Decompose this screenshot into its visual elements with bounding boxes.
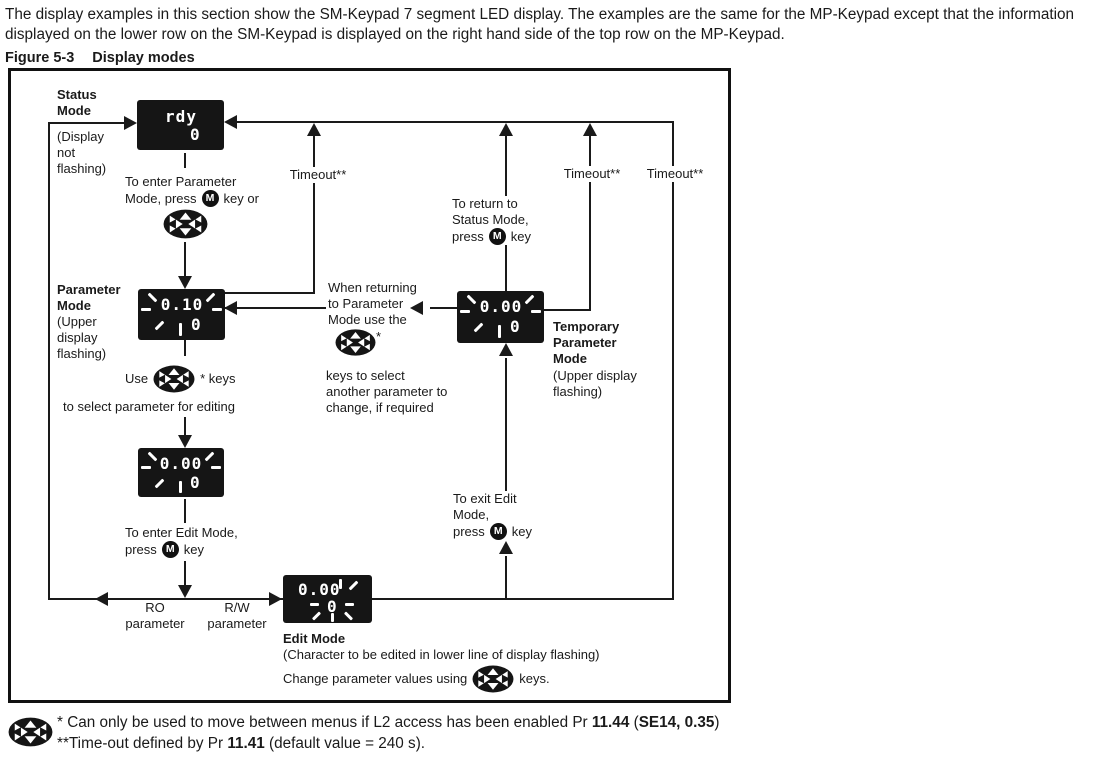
edit-led-display: [283, 575, 372, 623]
status-mode-note: (Display not flashing): [57, 129, 107, 176]
flow-line: [313, 135, 315, 293]
arrowhead: [178, 276, 192, 289]
flow-line: [184, 242, 186, 276]
flow-line: [184, 561, 186, 585]
footnote-1: * Can only be used to move between menus if L2 access has been enabled Pr 11.44 (SE14, 0.35): [57, 714, 720, 731]
arrowhead: [178, 585, 192, 598]
arrowhead: [410, 301, 423, 315]
asterisk: *: [376, 329, 382, 344]
flow-line: [184, 417, 186, 435]
display-modes-diagram: [8, 68, 731, 703]
timeout-label-1: Timeout**: [283, 167, 353, 183]
led-top-row: 0.00: [298, 580, 341, 599]
led-top-row: 0.10: [160, 295, 204, 314]
led-top-row: 0.00: [159, 454, 203, 473]
change-values-label: Change parameter values using keys.: [283, 665, 550, 693]
arrowhead: [95, 592, 108, 606]
temporary-mode-title: Temporary Parameter Mode: [553, 319, 620, 366]
flow-line: [372, 598, 674, 600]
flow-line: [184, 340, 186, 356]
parameter-mode-title: Parameter Mode: [57, 282, 121, 313]
enter-parameter-label: To enter Parameter Mode, press M key or: [125, 174, 259, 206]
intro-paragraph: The display examples in this section show the SM-Keypad 7 segment LED display. The examples are the same for the MP-Keypad except that the information displayed on the lower row on the SM-Keypad is displayed on the right hand side of the top row on the MP-Keypad.: [5, 6, 1075, 43]
arrowhead: [224, 115, 237, 129]
exit-edit-label: To exit Edit Mode, press M key: [451, 491, 557, 540]
figure-caption: [5, 50, 195, 66]
nav-keys-icon: [335, 329, 376, 356]
m-key-icon: M: [490, 523, 507, 540]
flow-line: [48, 122, 50, 600]
edit-mode-note: (Character to be edited in lower line of display flashing): [283, 647, 600, 662]
parameter-led-display: [138, 289, 225, 340]
nav-keys-icon: [472, 665, 514, 693]
keys-to-select-label: keys to select another parameter to change, if required: [326, 368, 448, 415]
timeout-label-3: Timeout**: [639, 166, 711, 182]
led-bottom-row: 0: [190, 473, 201, 492]
parameter-mode-note: (Upper display flashing): [57, 314, 107, 361]
arrowhead: [178, 435, 192, 448]
m-key-icon: M: [162, 541, 179, 558]
temporary-led-display: [457, 291, 544, 343]
enter-edit-label: To enter Edit Mode, press M key: [125, 525, 238, 557]
flow-line: [48, 122, 126, 124]
nav-keys-icon: [8, 715, 53, 749]
ro-parameter-label: RO parameter: [125, 600, 185, 631]
figure-title: Display modes: [92, 50, 195, 66]
led-top-row: rdy: [165, 107, 197, 126]
when-returning-label: When returning to Parameter Mode use the: [326, 280, 430, 328]
footnote-2: **Time-out defined by Pr 11.41 (default value = 240 s).: [57, 735, 426, 752]
arrowhead: [499, 343, 513, 356]
use-keys-label: Use * keys: [125, 365, 236, 393]
flow-line: [184, 153, 186, 168]
footnotes: [57, 712, 720, 754]
nav-keys-icon: [153, 365, 195, 393]
status-led-display: [137, 100, 224, 150]
led-bottom-row: 0: [190, 125, 201, 144]
edit-mode-title: Edit Mode: [283, 631, 346, 646]
led-bottom-row: 0: [510, 317, 521, 336]
flow-line: [224, 292, 315, 294]
flow-line: [672, 121, 674, 600]
flow-line: [505, 556, 507, 598]
flow-line: [235, 121, 673, 123]
nav-keys-icon: [163, 209, 208, 239]
flow-line: [184, 499, 186, 523]
figure-label: Figure 5-3: [5, 50, 75, 66]
nav-keys-with-star: [335, 329, 381, 356]
m-key-icon: M: [489, 228, 506, 245]
select-led-display: [138, 448, 224, 497]
led-top-row: 0.00: [479, 297, 523, 316]
arrowhead: [307, 123, 321, 136]
status-mode-title: Status Mode: [57, 87, 97, 118]
return-status-label: To return to Status Mode, press M key: [450, 196, 554, 245]
timeout-label-2: Timeout**: [557, 166, 627, 182]
flow-line: [544, 309, 591, 311]
led-bottom-row: 0: [191, 315, 202, 334]
temporary-mode-note: (Upper display flashing): [553, 368, 637, 399]
flow-line: [589, 135, 591, 310]
arrowhead: [224, 301, 237, 315]
led-bottom-row: 0: [327, 597, 338, 616]
arrowhead: [124, 116, 137, 130]
select-parameter-label: to select parameter for editing: [63, 399, 235, 414]
m-key-icon: M: [202, 190, 219, 207]
arrowhead: [499, 541, 513, 554]
arrowhead: [583, 123, 597, 136]
rw-parameter-label: R/W parameter: [207, 600, 267, 631]
flow-line: [505, 358, 507, 493]
arrowhead: [499, 123, 513, 136]
